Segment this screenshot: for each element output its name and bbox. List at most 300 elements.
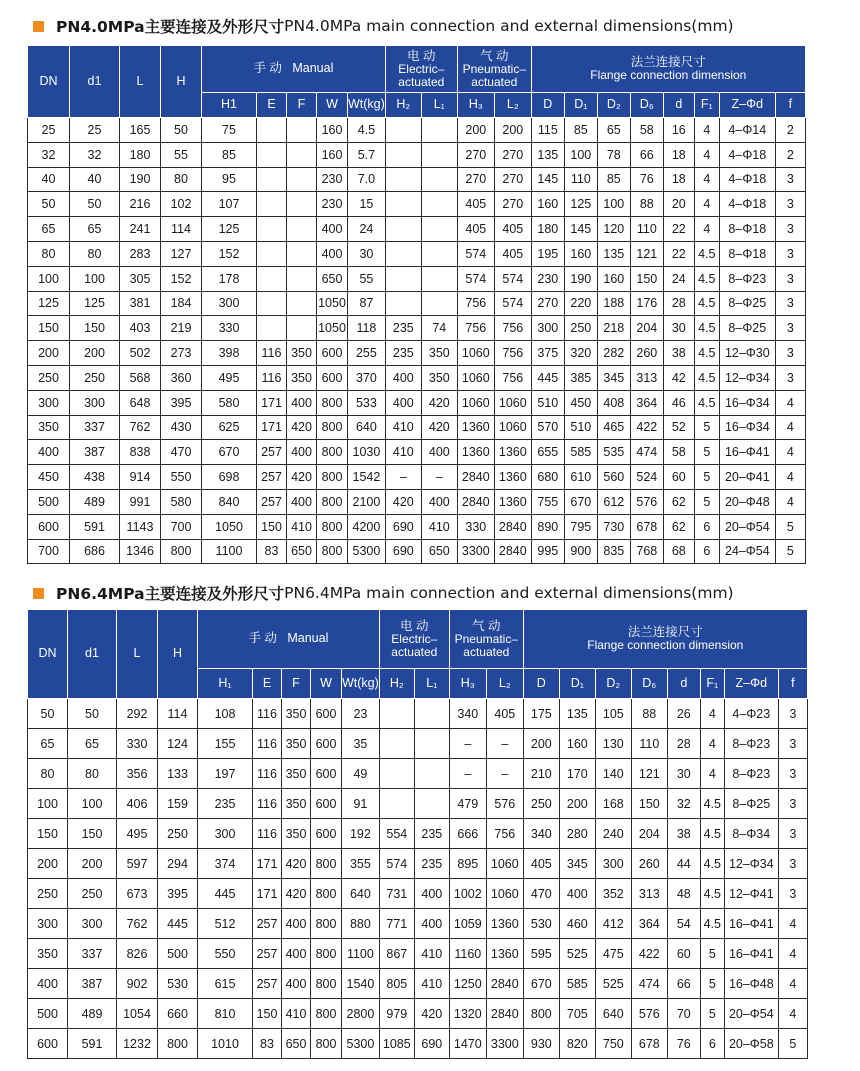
table-cell: 300 [28, 909, 68, 939]
table-cell [385, 266, 421, 291]
table-cell: 38 [667, 819, 700, 849]
table-cell: 121 [631, 759, 667, 789]
table-cell: 576 [486, 789, 523, 819]
table-cell: 5.7 [348, 142, 386, 167]
table-cell: 900 [564, 539, 597, 564]
col-subheader: H1 [202, 93, 257, 118]
section-title-text: PN4.0MPa main connection and external dimensions(mm) [284, 17, 734, 35]
table-cell: 405 [457, 217, 494, 242]
table-cell: 375 [531, 341, 564, 366]
table-cell: 26 [667, 699, 700, 729]
table-cell: – [486, 759, 523, 789]
table-cell: 387 [70, 440, 120, 465]
table-cell: 65 [70, 217, 120, 242]
table-cell: 914 [120, 465, 161, 490]
table-cell [414, 729, 449, 759]
table-cell: 5 [778, 1029, 807, 1059]
table-cell: 385 [564, 365, 597, 390]
table-cell: 22 [663, 217, 694, 242]
table-cell: 168 [595, 789, 631, 819]
table-cell: 160 [597, 266, 630, 291]
table-cell: 68 [663, 539, 694, 564]
group-header-electric-cn: 电 动 [407, 48, 436, 63]
table-cell: 257 [253, 969, 282, 999]
table-cell: 250 [28, 879, 68, 909]
table-cell: 150 [70, 316, 120, 341]
table-cell: 1250 [449, 969, 486, 999]
table-cell: 55 [161, 142, 202, 167]
table-cell: 282 [597, 341, 630, 366]
table-cell: 400 [421, 489, 457, 514]
table-cell [257, 241, 287, 266]
table-cell: 800 [311, 849, 342, 879]
table-cell: 235 [198, 789, 253, 819]
table-cell: 410 [385, 440, 421, 465]
table-cell [257, 118, 287, 143]
table-cell: 171 [257, 390, 287, 415]
table-cell: 838 [120, 440, 161, 465]
section-title-bold: PN4.0MPa主要连接及外形尺寸 [56, 18, 285, 36]
table-cell: 400 [28, 969, 68, 999]
table-cell: 16–Φ34 [719, 415, 775, 440]
table-cell: 30 [667, 759, 700, 789]
table-cell: 4.5 [694, 266, 719, 291]
table-cell: 160 [564, 241, 597, 266]
table-cell: 75 [202, 118, 257, 143]
table-cell: 450 [28, 465, 70, 490]
group-header-pneumatic-cn: 气 动 [472, 618, 501, 633]
table-cell [421, 241, 457, 266]
table-cell: 400 [282, 909, 311, 939]
table-cell: 171 [253, 849, 282, 879]
table-cell: 805 [379, 969, 414, 999]
col-header-l: L [117, 610, 158, 699]
table-cell: 364 [631, 909, 667, 939]
table-cell: 100 [28, 266, 70, 291]
table-cell: 152 [161, 266, 202, 291]
table-cell: 2840 [486, 969, 523, 999]
table-cell: 750 [595, 1029, 631, 1059]
table-cell: 80 [161, 167, 202, 192]
table-cell: 387 [68, 969, 117, 999]
table-cell: 330 [457, 514, 494, 539]
table-cell: 405 [457, 192, 494, 217]
table-cell: 20 [663, 192, 694, 217]
col-subheader: F [282, 669, 311, 699]
table-cell [421, 167, 457, 192]
table-cell: 400 [28, 440, 70, 465]
table-row [28, 167, 806, 192]
table-cell: 257 [253, 909, 282, 939]
table-cell: 345 [597, 365, 630, 390]
col-subheader: D [531, 93, 564, 118]
table-cell: 810 [198, 999, 253, 1029]
table-cell: 20–Φ54 [724, 999, 778, 1029]
table-cell: 337 [68, 939, 117, 969]
col-subheader: F [287, 93, 317, 118]
table-row [28, 241, 806, 266]
table-cell: 54 [667, 909, 700, 939]
group-header-flange [531, 46, 805, 93]
table-cell: 2840 [494, 539, 531, 564]
table-cell [414, 789, 449, 819]
table-cell: 115 [531, 118, 564, 143]
table-cell: 100 [597, 192, 630, 217]
table-cell: 465 [597, 415, 630, 440]
table-cell: 600 [28, 1029, 68, 1059]
table-cell: 8–Φ34 [724, 819, 778, 849]
table-cell: 530 [158, 969, 198, 999]
table-cell: 32 [667, 789, 700, 819]
table-cell: 200 [494, 118, 531, 143]
table-cell: 44 [667, 849, 700, 879]
table-cell: 1542 [348, 465, 386, 490]
group-header-pneumatic-en: Pneumatic– actuated [454, 631, 518, 659]
table-cell: 4.5 [700, 909, 724, 939]
table-cell: 270 [531, 291, 564, 316]
table-cell: 120 [597, 217, 630, 242]
table-cell: 257 [253, 939, 282, 969]
section-title-pn64 [33, 582, 734, 604]
table-cell: 568 [120, 365, 161, 390]
table-cell: 210 [523, 759, 559, 789]
col-header-dn: DN [28, 46, 70, 118]
table-cell: 410 [421, 514, 457, 539]
col-subheader: D₆ [631, 669, 667, 699]
table-cell: 260 [631, 849, 667, 879]
table-cell: 50 [28, 699, 68, 729]
table-cell: 218 [597, 316, 630, 341]
table-cell: 3 [775, 266, 805, 291]
table-cell: 580 [161, 489, 202, 514]
table-cell: 5300 [342, 1029, 380, 1059]
table-cell: 445 [158, 909, 198, 939]
table-cell: 160 [317, 142, 348, 167]
table-cell: 1060 [457, 365, 494, 390]
table-cell: 731 [379, 879, 414, 909]
table-cell: 28 [663, 291, 694, 316]
table-cell: 32 [70, 142, 120, 167]
table-cell: 4 [775, 415, 805, 440]
table-cell: 640 [342, 879, 380, 909]
table-cell: 114 [158, 699, 198, 729]
table-cell: 30 [348, 241, 386, 266]
table-cell: 3 [778, 759, 807, 789]
table-cell: 4.5 [700, 789, 724, 819]
table-cell [287, 167, 317, 192]
table-cell: 65 [28, 729, 68, 759]
table-cell [287, 217, 317, 242]
table-row [28, 819, 808, 849]
table-cell: 1050 [317, 316, 348, 341]
col-subheader: H₁ [198, 669, 253, 699]
table-cell: 3 [775, 167, 805, 192]
table-cell: 680 [531, 465, 564, 490]
table-cell: 3 [778, 879, 807, 909]
table-row [28, 316, 806, 341]
table-cell: 200 [70, 341, 120, 366]
table-cell: 8–Φ23 [724, 729, 778, 759]
table-row [28, 969, 808, 999]
table-cell: 135 [559, 699, 595, 729]
table-cell [414, 699, 449, 729]
table-cell: 479 [449, 789, 486, 819]
table-cell: 116 [257, 365, 287, 390]
table-row [28, 365, 806, 390]
table-cell: 895 [449, 849, 486, 879]
table-cell: 150 [28, 819, 68, 849]
table-cell: 352 [595, 879, 631, 909]
col-subheader: d [667, 669, 700, 699]
table-cell: 235 [385, 341, 421, 366]
table-cell: 74 [421, 316, 457, 341]
table-cell: 16–Φ34 [719, 390, 775, 415]
table-cell: 200 [523, 729, 559, 759]
table-cell: 110 [631, 729, 667, 759]
table-cell: 48 [667, 879, 700, 909]
table-cell: 62 [663, 514, 694, 539]
table-cell: 560 [597, 465, 630, 490]
table-cell: 666 [449, 819, 486, 849]
table-cell: 489 [70, 489, 120, 514]
group-header-electric-en: Electric– actuated [391, 631, 438, 659]
table-cell: 400 [317, 241, 348, 266]
table-cell: 300 [70, 390, 120, 415]
table-cell: 800 [311, 969, 342, 999]
table-cell: 1002 [449, 879, 486, 909]
table-cell: 159 [158, 789, 198, 819]
table-row [28, 879, 808, 909]
table-cell: 574 [379, 849, 414, 879]
table-cell: 615 [198, 969, 253, 999]
table-cell: 118 [348, 316, 386, 341]
table-cell: 400 [385, 390, 421, 415]
table-cell: 995 [531, 539, 564, 564]
table-cell: 420 [421, 390, 457, 415]
table-cell: 420 [421, 415, 457, 440]
table-cell: 3 [775, 291, 805, 316]
table-cell: 762 [117, 909, 158, 939]
table-cell: 250 [523, 789, 559, 819]
table-cell: 320 [564, 341, 597, 366]
table-cell: 690 [385, 514, 421, 539]
table-cell: 595 [523, 939, 559, 969]
table-cell: 116 [253, 699, 282, 729]
table-body [28, 699, 808, 1059]
table-cell: – [421, 465, 457, 490]
table-cell: 4 [694, 118, 719, 143]
table-cell: 1360 [494, 465, 531, 490]
table-cell: 8–Φ25 [724, 789, 778, 819]
table-cell [379, 759, 414, 789]
table-cell: 78 [597, 142, 630, 167]
table-cell: 3300 [457, 539, 494, 564]
table-cell: 591 [68, 1029, 117, 1059]
table-cell: 52 [663, 415, 694, 440]
table-cell: 1360 [486, 909, 523, 939]
table-cell: 4 [778, 909, 807, 939]
table-cell: 230 [531, 266, 564, 291]
table-cell: 600 [311, 819, 342, 849]
table-cell: 175 [523, 699, 559, 729]
table-cell: 155 [198, 729, 253, 759]
table-cell: – [486, 729, 523, 759]
table-cell: 410 [414, 969, 449, 999]
table-cell: 230 [317, 167, 348, 192]
table-row [28, 539, 806, 564]
table-cell: 58 [663, 440, 694, 465]
table-cell: 3 [775, 217, 805, 242]
table-cell: 762 [120, 415, 161, 440]
table-cell: 12–Φ34 [719, 365, 775, 390]
table-cell: 116 [257, 341, 287, 366]
table-cell: 1060 [494, 415, 531, 440]
table-cell: 4 [694, 167, 719, 192]
table-cell: 150 [253, 999, 282, 1029]
table-cell: 83 [257, 539, 287, 564]
table-cell: 65 [597, 118, 630, 143]
table-cell: 2800 [342, 999, 380, 1029]
table-cell: 190 [120, 167, 161, 192]
table-cell [257, 142, 287, 167]
table-cell: 430 [161, 415, 202, 440]
table-cell: 420 [385, 489, 421, 514]
table-cell: 55 [348, 266, 386, 291]
table-cell: 250 [28, 365, 70, 390]
table-cell: 1100 [202, 539, 257, 564]
table-cell: 50 [28, 192, 70, 217]
table-cell: 66 [630, 142, 663, 167]
table-cell: 4–Φ18 [719, 142, 775, 167]
table-cell: 800 [311, 999, 342, 1029]
table-cell [385, 241, 421, 266]
table-cell: 5 [775, 514, 805, 539]
table-cell: 260 [630, 341, 663, 366]
table-cell: 16–Φ48 [724, 969, 778, 999]
table-row [28, 1029, 808, 1059]
table-cell: 400 [421, 440, 457, 465]
col-subheader: H₂ [385, 93, 421, 118]
table-row [28, 390, 806, 415]
table-cell: 18 [663, 167, 694, 192]
table-row [28, 341, 806, 366]
table-cell: 576 [630, 489, 663, 514]
table-cell: 88 [630, 192, 663, 217]
group-header-electric [385, 46, 457, 93]
group-header-flange [523, 610, 807, 669]
table-cell: 698 [202, 465, 257, 490]
table-row [28, 142, 806, 167]
table-cell: 283 [120, 241, 161, 266]
table-cell: 690 [414, 1029, 449, 1059]
table-cell: – [449, 729, 486, 759]
table-cell: 3 [778, 849, 807, 879]
table-cell: 85 [202, 142, 257, 167]
table-cell: 800 [317, 415, 348, 440]
table-cell: 640 [348, 415, 386, 440]
table-cell: 660 [158, 999, 198, 1029]
table-cell: 768 [630, 539, 663, 564]
table-cell: 800 [317, 390, 348, 415]
table-cell: 730 [597, 514, 630, 539]
table-cell: 355 [342, 849, 380, 879]
table-cell: 510 [564, 415, 597, 440]
table-cell: 42 [663, 365, 694, 390]
table-cell: 403 [120, 316, 161, 341]
table-cell: 1054 [117, 999, 158, 1029]
group-header-pneumatic [457, 46, 531, 93]
table-cell: 110 [564, 167, 597, 192]
table-cell: 800 [158, 1029, 198, 1059]
table-cell: 585 [559, 969, 595, 999]
table-cell: 270 [457, 142, 494, 167]
table-cell: 66 [667, 969, 700, 999]
table-cell: 257 [257, 465, 287, 490]
table-cell: 197 [198, 759, 253, 789]
table-cell: 625 [202, 415, 257, 440]
table-cell: 350 [28, 939, 68, 969]
table-cell [379, 699, 414, 729]
col-header-d1: d1 [70, 46, 120, 118]
table-cell: 145 [531, 167, 564, 192]
table-cell: 300 [202, 291, 257, 316]
table-cell: 219 [161, 316, 202, 341]
group-header-electric [379, 610, 449, 669]
table-cell: 192 [342, 819, 380, 849]
table-cell: 3300 [486, 1029, 523, 1059]
table-cell: 890 [531, 514, 564, 539]
col-subheader: L₁ [414, 669, 449, 699]
table-cell: 195 [531, 241, 564, 266]
table-cell: 410 [414, 939, 449, 969]
table-row [28, 789, 808, 819]
table-cell: 40 [70, 167, 120, 192]
table-cell [385, 118, 421, 143]
table-cell: 612 [597, 489, 630, 514]
table-cell: 330 [117, 729, 158, 759]
table-cell: 678 [630, 514, 663, 539]
table-cell: 800 [523, 999, 559, 1029]
table-row [28, 699, 808, 729]
table-cell: 255 [348, 341, 386, 366]
table-row [28, 849, 808, 879]
table-cell: 8–Φ23 [724, 759, 778, 789]
table-cell: 292 [117, 699, 158, 729]
table-cell: 410 [385, 415, 421, 440]
table-cell: 350 [28, 415, 70, 440]
table-cell: 20–Φ48 [719, 489, 775, 514]
table-cell: 381 [120, 291, 161, 316]
table-cell: 4–Φ18 [719, 192, 775, 217]
table-cell: 398 [202, 341, 257, 366]
table-cell: 24 [663, 266, 694, 291]
table-cell: 135 [531, 142, 564, 167]
table-cell: 150 [68, 819, 117, 849]
table-cell: 4 [775, 390, 805, 415]
table-cell [385, 192, 421, 217]
col-subheader: f [778, 669, 807, 699]
table-cell: 395 [158, 879, 198, 909]
table-cell: 216 [120, 192, 161, 217]
table-cell: 49 [342, 759, 380, 789]
table-cell: 127 [161, 241, 202, 266]
table-cell: 190 [564, 266, 597, 291]
table-cell: 705 [559, 999, 595, 1029]
table-cell: 30 [663, 316, 694, 341]
table-cell: 25 [28, 118, 70, 143]
table-cell: 826 [117, 939, 158, 969]
table-cell: 400 [287, 489, 317, 514]
